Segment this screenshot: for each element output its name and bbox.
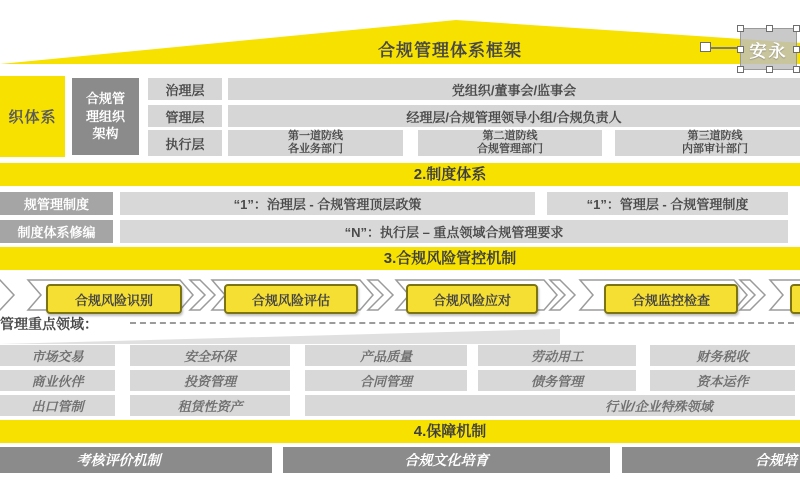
safeguard-box-culture: 合规文化培育 bbox=[283, 447, 610, 473]
step-risk-response: 合规风险应对 bbox=[406, 284, 538, 314]
policy-cell-top-policy: “1”：治理层 - 合规管理顶层政策 bbox=[120, 192, 535, 215]
logo-textbox[interactable] bbox=[740, 28, 797, 70]
selection-handle[interactable] bbox=[737, 66, 744, 73]
defense-line-1: 第一道防线 各业务部门 bbox=[228, 130, 403, 156]
policy-row2-label: 制度体系修编 bbox=[0, 220, 113, 243]
area-cell-special: 行业/企业特殊领域 bbox=[305, 395, 795, 416]
step-monitoring-check: 合规监控检查 bbox=[604, 284, 738, 314]
section2-bar: 2.制度体系 bbox=[0, 163, 800, 186]
selection-handle[interactable] bbox=[766, 25, 773, 32]
area-cell: 商业伙伴 bbox=[0, 370, 115, 391]
area-cell: 投资管理 bbox=[130, 370, 290, 391]
safeguard-box-evaluation: 考核评价机制 bbox=[0, 447, 272, 473]
page-title: 合规管理体系框架 bbox=[378, 41, 522, 60]
selection-handle[interactable] bbox=[793, 46, 800, 53]
section4-bar: 4.保障机制 bbox=[0, 420, 800, 443]
org-structure-label: 合规管理组织架构 bbox=[72, 78, 139, 155]
area-cell: 出口管制 bbox=[0, 395, 115, 416]
policy-cell-mgmt-policy: “1”：管理层 - 合规管理制度 bbox=[547, 192, 788, 215]
defense-line-2: 第二道防线 合规管理部门 bbox=[418, 130, 602, 156]
selection-handle[interactable] bbox=[737, 25, 744, 32]
area-cell: 市场交易 bbox=[0, 345, 115, 366]
step-risk-identification: 合规风险识别 bbox=[46, 284, 182, 314]
policy-row1-label: 规管理制度 bbox=[0, 192, 113, 215]
selection-anchor-handle[interactable] bbox=[700, 42, 711, 52]
risk-process-flow bbox=[0, 277, 800, 313]
management-layer-label: 管理层 bbox=[148, 105, 222, 127]
area-cell: 财务税收 bbox=[650, 345, 795, 366]
step-partial bbox=[790, 284, 800, 314]
area-cell: 债务管理 bbox=[478, 370, 636, 391]
defense-line-3: 第三道防线 内部审计部门 bbox=[615, 130, 800, 156]
section1-side-label: 织体系 bbox=[0, 76, 65, 157]
area-cell: 资本运作 bbox=[650, 370, 795, 391]
selection-handle[interactable] bbox=[793, 25, 800, 32]
selection-handle[interactable] bbox=[766, 66, 773, 73]
selection-handle[interactable] bbox=[737, 46, 744, 53]
safeguard-box-training: 合规培 bbox=[622, 447, 800, 473]
governance-layer-content: 党组织/董事会/监事会 bbox=[228, 78, 800, 100]
area-cell: 产品质量 bbox=[305, 345, 467, 366]
management-layer-content: 经理层/合规管理领导小组/合规负责人 bbox=[228, 105, 800, 127]
area-cell: 租赁性资产 bbox=[130, 395, 290, 416]
section3-bar: 3.合规风险管控机制 bbox=[0, 247, 800, 270]
selection-connector-line bbox=[711, 47, 740, 49]
selection-handle[interactable] bbox=[793, 66, 800, 73]
area-cell: 劳动用工 bbox=[478, 345, 636, 366]
area-cell: 安全环保 bbox=[130, 345, 290, 366]
area-cell: 合同管理 bbox=[305, 370, 467, 391]
execution-layer-label: 执行层 bbox=[148, 130, 222, 156]
governance-layer-label: 治理层 bbox=[148, 78, 222, 100]
logo-text: 安永 bbox=[749, 41, 788, 61]
step-risk-assessment: 合规风险评估 bbox=[224, 284, 358, 314]
dashed-divider bbox=[130, 322, 794, 324]
policy-cell-exec-requirements: “N”：执行层 – 重点领域合规管理要求 bbox=[120, 220, 788, 243]
focus-areas-label: 管理重点领域： bbox=[0, 316, 98, 332]
